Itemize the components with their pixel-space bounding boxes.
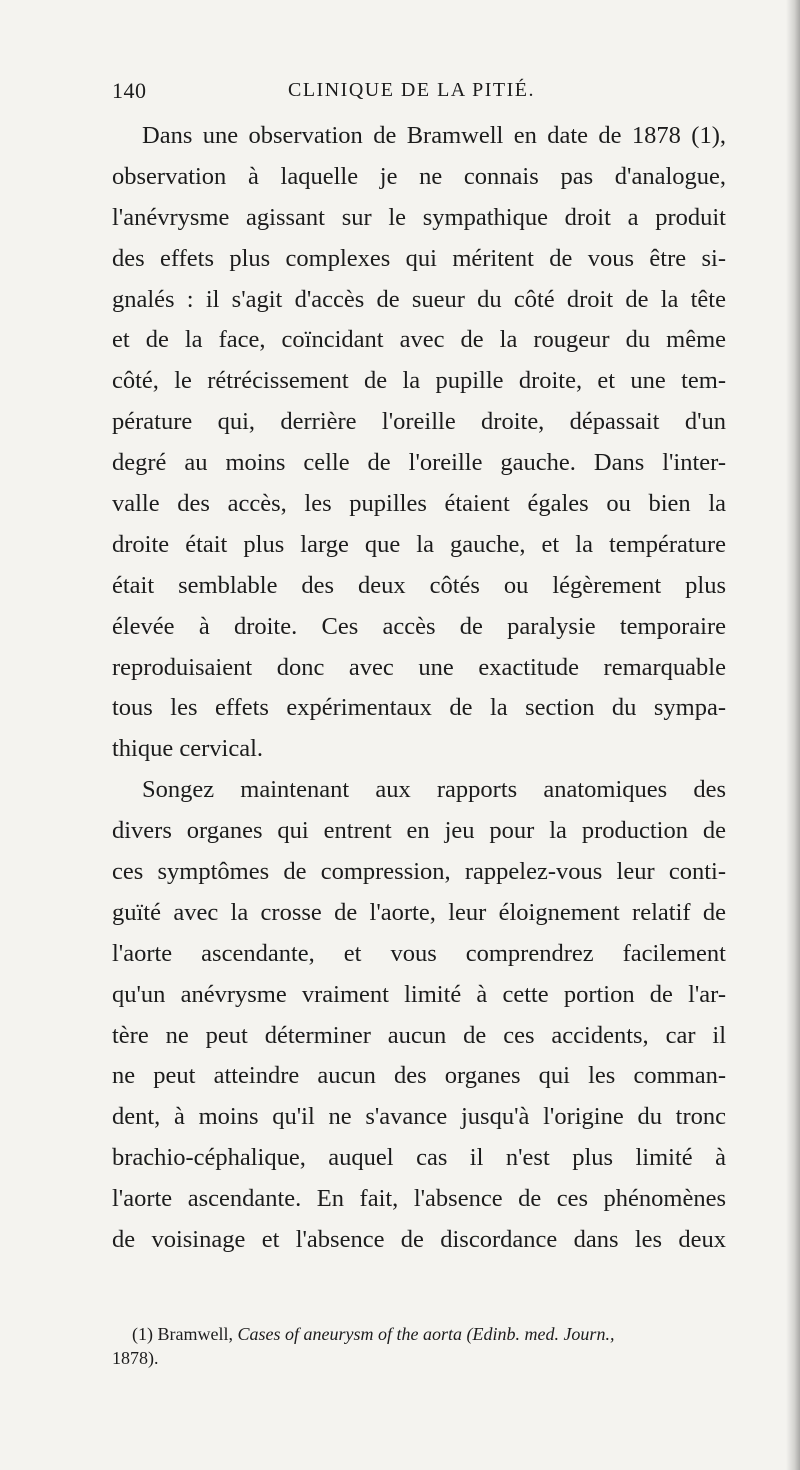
text-line: reproduisaient donc avec une exactitude remarquable (112, 653, 726, 681)
text-line: l'anévrysme agissant sur le sympathique droit a produit (112, 203, 726, 231)
footnote-work-title: Cases of aneurysm of the aorta (237, 1324, 462, 1344)
text-line: de voisinage et l'absence de discordance dans les deux (112, 1226, 726, 1254)
text-line: l'aorte ascendante, et vous comprendrez facilement (112, 939, 726, 967)
footnote-year: 1878). (112, 1348, 159, 1368)
footnote-line (112, 1322, 726, 1346)
text-line: divers organes qui entrent en jeu pour la production de (112, 817, 726, 845)
text-line: Dans une observation de Bramwell en date de 1878 (1), (142, 122, 726, 149)
running-header (112, 78, 724, 108)
text-line: tère ne peut déterminer aucun de ces accidents, car il (112, 1021, 726, 1049)
page-edge-shadow (786, 0, 800, 1470)
footnote (112, 1322, 726, 1370)
text-line: thique cervical. (112, 735, 264, 763)
text-line: droite était plus large que la gauche, et la température (112, 530, 726, 558)
text-line: tous les effets expérimentaux de la section du sympa- (112, 694, 726, 722)
text-line: brachio-céphalique, auquel cas il n'est plus limité à (112, 1144, 726, 1172)
text-line: dent, à moins qu'il ne s'avance jusqu'à l'origine du tronc (112, 1103, 726, 1131)
text-line: élevée à droite. Ces accès de paralysie temporaire (112, 612, 726, 640)
text-line: valle des accès, les pupilles étaient égales ou bien la (112, 490, 726, 518)
text-line: gnalés : il s'agit d'accès de sueur du côté droit de la tête (112, 285, 726, 313)
footnote-marker: (1) Bramwell, (132, 1324, 233, 1344)
text-line: ne peut atteindre aucun des organes qui les comman- (112, 1062, 726, 1090)
footnote-journal: (Edinb. med. Journ., (466, 1324, 615, 1344)
text-line: et de la face, coïncidant avec de la rougeur du même (112, 326, 726, 354)
running-title: CLINIQUE DE LA PITIÉ. (288, 79, 536, 101)
text-line: pérature qui, derrière l'oreille droite, dépassait d'un (112, 408, 726, 436)
text-line: guïté avec la crosse de l'aorte, leur éloignement relatif de (112, 898, 726, 926)
paragraph-1 (112, 116, 726, 770)
page-number: 140 (112, 78, 147, 103)
text-line: ces symptômes de compression, rappelez-vous leur conti- (112, 858, 726, 886)
paragraph-2 (112, 770, 726, 1261)
text-line: qu'un anévrysme vraiment limité à cette portion de l'ar- (112, 980, 726, 1008)
text-line: l'aorte ascendante. En fait, l'absence de ces phénomènes (112, 1185, 726, 1213)
text-line: était semblable des deux côtés ou légèrement plus (112, 571, 726, 599)
text-line: degré au moins celle de l'oreille gauche. Dans l'inter- (112, 449, 726, 477)
text-line: côté, le rétrécissement de la pupille droite, et une tem- (112, 367, 726, 395)
text-line: Songez maintenant aux rapports anatomiques des (142, 776, 726, 804)
text-line: observation à laquelle je ne connais pas d'analogue, (112, 162, 726, 190)
body-text (112, 116, 726, 1261)
text-line: des effets plus complexes qui méritent de vous être si- (112, 244, 726, 272)
